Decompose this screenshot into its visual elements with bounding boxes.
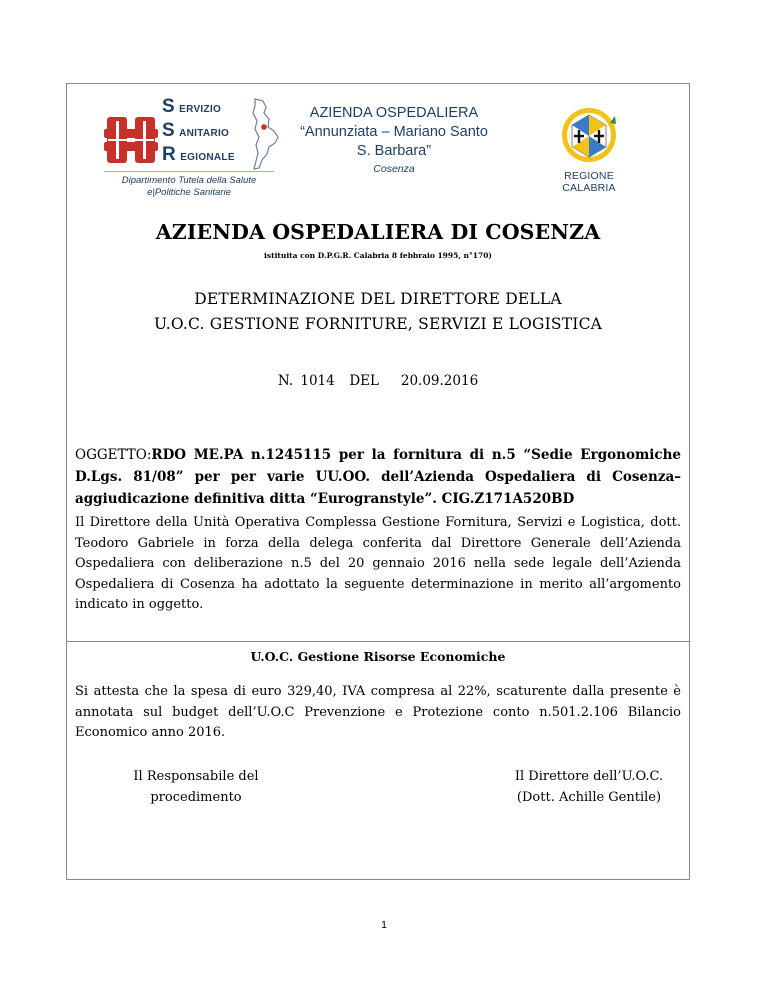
ssr-word-servizio: ERVIZIO <box>179 104 222 115</box>
signature-left <box>106 767 286 808</box>
ssr-caption <box>104 175 274 199</box>
hospital-name-block <box>289 104 499 176</box>
ssr-logo <box>104 95 274 200</box>
ssr-rule <box>104 171 274 172</box>
signature-right-line1: Il Direttore dell’U.O.C. <box>514 769 664 784</box>
ssr-text <box>162 95 235 167</box>
determination-number <box>66 373 690 389</box>
ssr-initial-r: R <box>162 144 176 165</box>
regione-calabria-label: REGIONE CALABRIA <box>562 170 616 194</box>
hospital-line2: “Annunziata – Mariano Santo <box>300 124 488 140</box>
ssr-caption-line1: Dipartimento Tutela della Salute <box>121 175 257 186</box>
section-divider <box>66 641 690 642</box>
page-number: 1 <box>381 919 387 931</box>
number-label: N. 1014 <box>277 373 335 389</box>
signature-right <box>489 767 689 808</box>
regione-calabria-logo <box>538 103 640 194</box>
regione-calabria-emblem-icon <box>560 103 618 167</box>
determination-title <box>66 287 690 337</box>
ssr-word-sanitario: ANITARIO <box>179 128 230 139</box>
budget-paragraph: Si attesta che la spesa di euro 329,40, IVA compresa al 22%, scaturente dalla presente è annotata sul budget dell’U.O.C Prevenzione e Protezione conto n.501.2.106 Bilancio Economico anno 2016. <box>75 684 681 740</box>
section-heading: U.O.C. Gestione Risorse Economiche <box>250 649 506 664</box>
subtitle: istituita con D.P.G.R. Calabria 8 febbraio 1995, n°170) <box>264 251 492 260</box>
ssr-initial-s1: S <box>162 96 175 117</box>
determination-date: 20.09.2016 <box>400 373 479 389</box>
delegation-paragraph: Il Direttore della Unità Operativa Complessa Gestione Fornitura, Servizi e Logistica, dott. Teodoro Gabriele in forza della delega conferita dal Direttore Generale dell’Azienda Ospedaliera con deliberazione n.5 del 20 gennaio 2016 nella sede legale dell’Azienda Ospedaliera di Cosenza ha adottato la seguente determinazione in merito all’argomento indicato in oggetto. <box>75 515 681 612</box>
oggetto-text: RDO ME.PA n.1245115 per la fornitura di n.5 “Sedie Ergonomiche D.Lgs. 81/08” per per varie UU.OO. dell’Azienda Ospedaliera di Cosenza– aggiudicazione definitiva ditta “Eurogranstyle”. CIG.Z171A520BD <box>75 447 681 507</box>
hospital-city: Cosenza <box>373 163 415 175</box>
oggetto-label: OGGETTO: <box>75 447 152 463</box>
del-label: DEL <box>349 373 379 389</box>
calabria-map-icon <box>249 97 281 171</box>
hospital-line1: AZIENDA OSPEDALIERA <box>309 105 479 121</box>
ssr-initial-s2: S <box>162 120 175 141</box>
signature-left-line1: Il Responsabile del <box>133 769 259 784</box>
red-cross-icon <box>104 115 158 165</box>
signature-left-line2: procedimento <box>150 789 242 805</box>
ssr-caption-line2: e|Politiche Sanitarie <box>147 187 231 198</box>
ssr-word-regionale: EGIONALE <box>180 152 235 163</box>
determination-title-line2: U.O.C. GESTIONE FORNITURE, SERVIZI E LOGISTICA <box>153 315 603 333</box>
main-title: AZIENDA OSPEDALIERA DI COSENZA <box>155 220 601 244</box>
determination-title-line1: DETERMINAZIONE DEL DIRETTORE DELLA <box>194 290 562 308</box>
hospital-line3: S. Barbara” <box>356 143 432 159</box>
oggetto-block <box>75 444 681 510</box>
signature-right-line2: (Dott. Achille Gentile) <box>516 789 662 805</box>
